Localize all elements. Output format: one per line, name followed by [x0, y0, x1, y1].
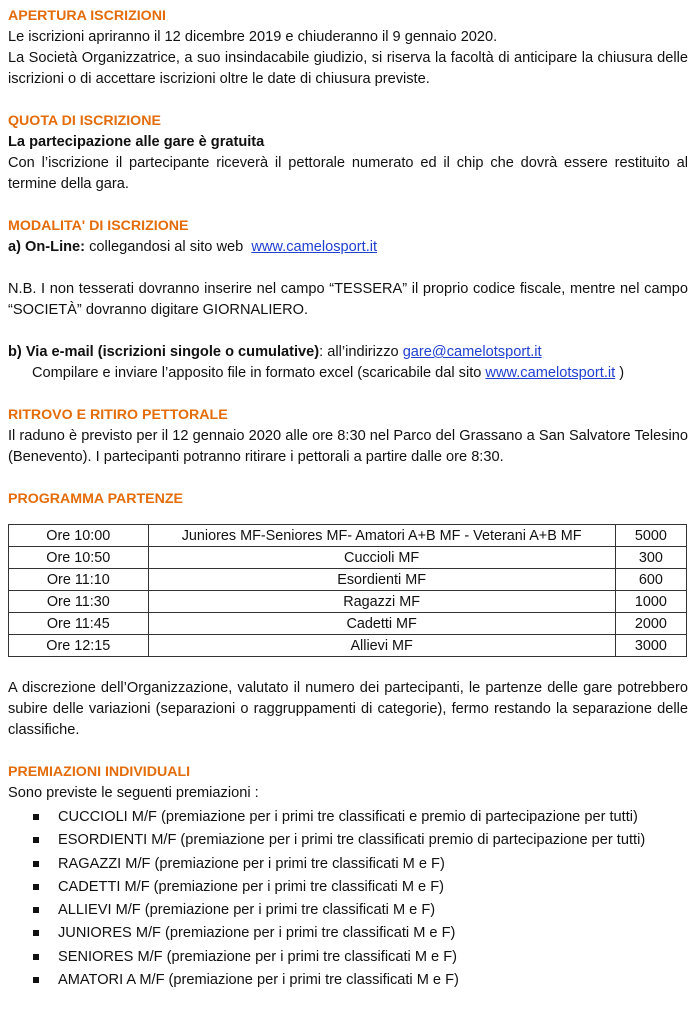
compile-line: [8, 363, 688, 384]
apertura-policy: La Società Organizzatrice, a suo insindacabile giudizio, si riserva la facoltà di anticipare la chiusura delle iscrizioni o di accettare iscrizioni oltre le date di chiusura previste.: [8, 50, 688, 87]
section-modalita: [8, 216, 688, 384]
category: Allievi MF: [148, 635, 615, 657]
start-time: Ore 10:00: [9, 525, 149, 547]
bullet-icon: [33, 977, 39, 983]
category: Cadetti MF: [148, 613, 615, 635]
awards-list: [8, 806, 688, 992]
email-text: : all’indirizzo: [319, 344, 403, 360]
compile-end: ): [615, 365, 625, 381]
bullet-icon: [33, 930, 39, 936]
quota-text: Con l’iscrizione il partecipante riceverà il pettorale numerato ed il chip che dovrà essere restituito al termine della gara.: [8, 155, 688, 192]
start-time: Ore 11:10: [9, 569, 149, 591]
list-item: [33, 899, 688, 922]
heading-quota: QUOTA DI ISCRIZIONE: [8, 113, 161, 129]
category: Esordienti MF: [148, 569, 615, 591]
nb-note: N.B. I non tesserati dovranno inserire nel campo “TESSERA” il proprio codice fiscale, mentre nel campo “SOCIETÀ” dovranno digitare GIORNALIERO.: [8, 281, 688, 318]
category: Cuccioli MF: [148, 547, 615, 569]
distance: 300: [615, 547, 686, 569]
category: Ragazzi MF: [148, 591, 615, 613]
distance: 1000: [615, 591, 686, 613]
bullet-icon: [33, 954, 39, 960]
online-label: a) On-Line:: [8, 239, 86, 255]
programma-note: A discrezione dell’Organizzazione, valutato il numero dei partecipanti, le partenze delle gare potrebbero subire delle variazioni (separazioni o raggruppamenti di categorie), fermo restando la separazione delle classifiche.: [8, 680, 688, 738]
email-link[interactable]: gare@camelotsport.it: [402, 344, 542, 360]
table-row: [9, 591, 687, 613]
online-line: [8, 237, 688, 258]
document-page: [8, 6, 688, 992]
heading-ritrovo: RITROVO E RITIRO PETTORALE: [8, 407, 228, 423]
section-apertura: [8, 6, 688, 90]
online-link[interactable]: www.camelosport.it: [251, 239, 378, 255]
program-table: [8, 524, 687, 657]
award-text: JUNIORES M/F (premiazione per i primi tre classificati M e F): [58, 925, 456, 942]
list-item: [33, 946, 688, 969]
quota-free-note: La partecipazione alle gare è gratuita: [8, 134, 265, 150]
section-quota: [8, 111, 688, 195]
award-text: SENIORES M/F (premiazione per i primi tre classificati M e F): [58, 948, 457, 965]
distance: 3000: [615, 635, 686, 657]
bullet-icon: [33, 861, 39, 867]
compile-text: Compilare e inviare l’apposito file in formato excel (scaricabile dal sito: [32, 365, 486, 381]
start-time: Ore 11:45: [9, 613, 149, 635]
list-item: [33, 853, 688, 876]
bullet-icon: [33, 907, 39, 913]
table-row: [9, 635, 687, 657]
category: Juniores MF-Seniores MF- Amatori A+B MF - Veterani A+B MF: [148, 525, 615, 547]
bullet-icon: [33, 884, 39, 890]
list-item: [33, 922, 688, 945]
list-item: [33, 876, 688, 899]
heading-modalita: MODALITA' DI ISCRIZIONE: [8, 218, 189, 234]
email-line: [8, 342, 688, 363]
distance: 600: [615, 569, 686, 591]
award-text: AMATORI A M/F (premiazione per i primi tre classificati M e F): [58, 972, 459, 989]
award-text: CADETTI M/F (premiazione per i primi tre classificati M e F): [58, 878, 444, 895]
start-time: Ore 10:50: [9, 547, 149, 569]
table-row: [9, 569, 687, 591]
list-item: [33, 969, 688, 992]
apertura-dates: Le iscrizioni apriranno il 12 dicembre 2019 e chiuderanno il 9 gennaio 2020.: [8, 29, 498, 45]
distance: 2000: [615, 613, 686, 635]
start-time: Ore 11:30: [9, 591, 149, 613]
bullet-icon: [33, 814, 39, 820]
section-premiazioni: [8, 762, 688, 992]
heading-premiazioni: PREMIAZIONI INDIVIDUALI: [8, 764, 191, 780]
email-label: b) Via e-mail (iscrizioni singole o cumulative): [8, 344, 320, 360]
award-text: CUCCIOLI M/F (premiazione per i primi tre classificati e premio di partecipazione per tutti): [58, 809, 638, 825]
heading-programma: PROGRAMMA PARTENZE: [8, 491, 183, 507]
ritrovo-text: Il raduno è previsto per il 12 gennaio 2020 alle ore 8:30 nel Parco del Grassano a San Salvatore Telesino (Benevento). I partecipanti potranno ritirare i pettorali a partire dalle ore 8:30.: [8, 428, 688, 465]
premiazioni-intro: Sono previste le seguenti premiazioni :: [8, 785, 259, 801]
online-text: collegandosi al sito web: [85, 239, 252, 255]
list-item: [33, 829, 688, 852]
start-time: Ore 12:15: [9, 635, 149, 657]
bullet-icon: [33, 837, 39, 843]
list-item: [33, 806, 688, 829]
section-programma: [8, 489, 688, 741]
award-text: ALLIEVI M/F (premiazione per i primi tre classificati M e F): [58, 902, 436, 919]
table-row: [9, 547, 687, 569]
distance: 5000: [615, 525, 686, 547]
award-text: ESORDIENTI M/F (premiazione per i primi tre classificati premio di partecipazione per tutti): [58, 832, 646, 849]
table-row: [9, 613, 687, 635]
heading-apertura: APERTURA ISCRIZIONI: [8, 8, 166, 24]
table-row: [9, 525, 687, 547]
compile-link[interactable]: www.camelotsport.it: [485, 365, 616, 381]
award-text: RAGAZZI M/F (premiazione per i primi tre classificati M e F): [58, 855, 445, 872]
section-ritrovo: [8, 405, 688, 468]
